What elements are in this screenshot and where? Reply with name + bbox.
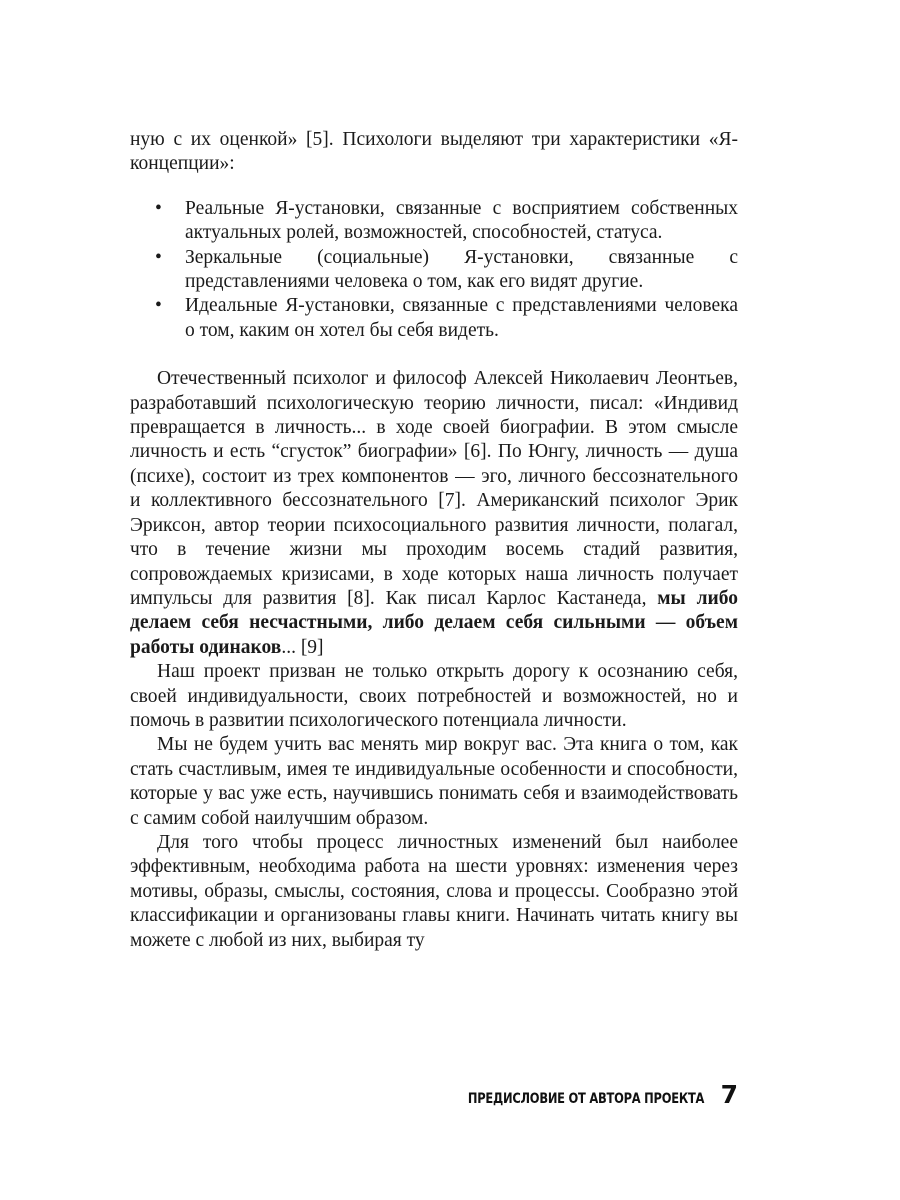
levels-paragraph: Для того чтобы процесс личностных изменений был наиболее эффективным, необходима работа на шести уровнях: изменения через мотивы, образы, смыслы, состояния, слова и процессы. Сообразно этой классификации и организованы главы книги. Начинать читать книгу вы можете с любой из них, выбирая ту <box>130 831 738 951</box>
project-paragraph: Наш проект призван не только открыть дорогу к осознанию себя, своей индивидуальности, своих потребностей и возможностей, но и помочь в развитии психологического потенциала личности. <box>130 661 738 731</box>
bullet-icon: • <box>155 246 162 268</box>
list-item <box>155 246 738 295</box>
bullet-icon: • <box>155 197 162 219</box>
list-item <box>155 294 738 343</box>
list-item-text: Идеальные Я-установки, связанные с представлениями человека о том, каким он хотел бы себя видеть. <box>185 295 738 341</box>
self-concept-list <box>130 197 738 343</box>
page-number: 7 <box>720 1080 738 1109</box>
leontiev-tail: ... [9] <box>281 636 324 658</box>
list-item-text: Реальные Я-установки, связанные с восприятием собственных актуальных ролей, возможностей, способностей, статуса. <box>185 197 738 244</box>
page-body <box>130 128 738 953</box>
castaneda-quote: мы либо делаем себя несчастными, либо делаем себя сильными — объем работы одинаков <box>130 587 738 658</box>
running-head: ПРЕДИСЛОВИЕ ОТ АВТОРА ПРОЕКТА <box>468 1091 705 1107</box>
leontiev-paragraph <box>130 367 738 660</box>
page-footer <box>416 1080 738 1109</box>
list-item-text: Зеркальные (социальные) Я-установки, связанные с представлениями человека о том, как его видят другие. <box>185 246 738 293</box>
world-paragraph: Мы не будем учить вас менять мир вокруг вас. Эта книга о том, как стать счастливым, имея те индивидуальные особенности и способности, которые у вас уже есть, научившись понимать себя и взаимодействовать с самим собой наилучшим образом. <box>130 734 738 829</box>
list-item <box>155 197 738 246</box>
bullet-icon: • <box>155 295 162 317</box>
intro-paragraph: ную с их оценкой» [5]. Психологи выделяют три характеристики «Я-концепции»: <box>130 129 738 175</box>
leontiev-text: Отечественный психолог и философ Алексей Николаевич Леонтьев, разработавший психологическую теорию личности, писал: «Индивид превращается в личность... в ходе своей биографии. В этом смысле личность и есть “сгусток” биографии» [6]. По Юнгу, личность — душа (психе), состоит из трех компонентов — эго, личного бессознательного и коллективного бессознательного [7]. Американский психолог Эрик Эриксон, автор теории психосоциального развития личности, полагал, что в течение жизни мы проходим восемь стадий развития, сопровождаемых кризисами, в ходе которых наша личность получает импульсы для развития [8]. Как писал Карлос Кастанеда, <box>130 368 738 609</box>
